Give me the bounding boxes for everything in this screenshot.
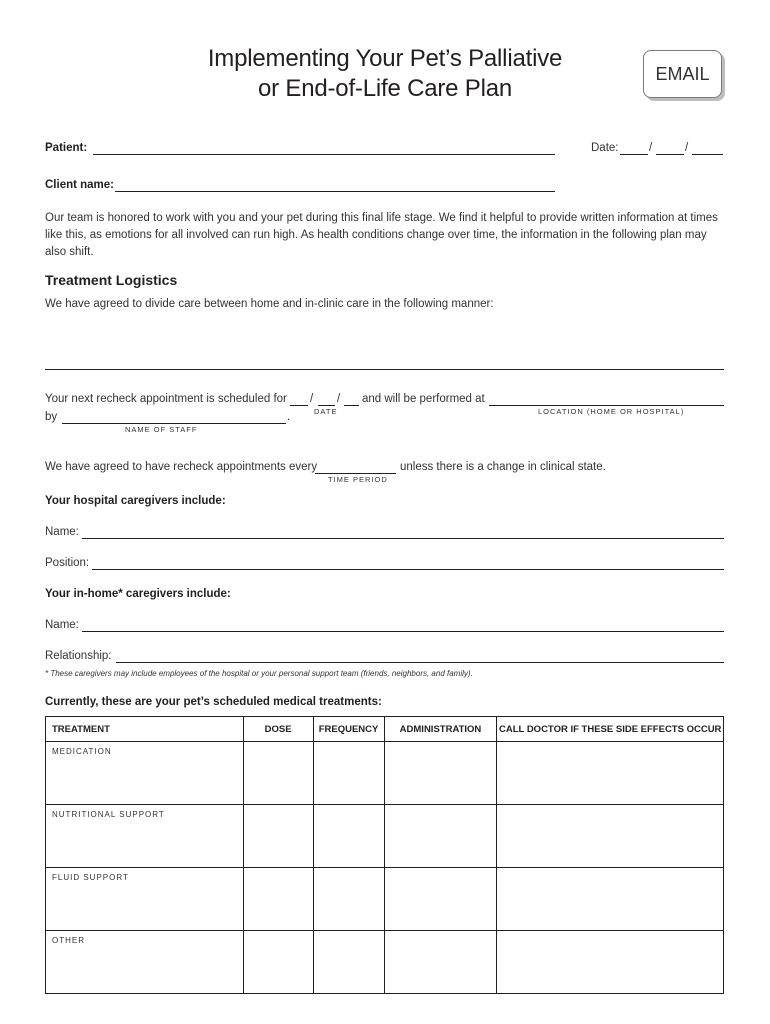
date-month-field[interactable] [620,154,648,155]
date-separator: / [337,393,341,405]
dose-cell[interactable] [243,742,313,805]
hospital-name-label: Name: [45,526,79,538]
side-effects-cell[interactable] [497,742,724,805]
administration-cell[interactable] [384,742,497,805]
period-mark: . [287,411,291,423]
hospital-name-field[interactable] [82,538,724,539]
column-header-administration: ADMINISTRATION [384,717,497,742]
intro-paragraph: Our team is honored to work with you and your pet during this final life stage. We find it helpful to provide written information at times like this, as emotions for all involved can run high. As health conditions change over time, the information in the following plan may also shift. [45,212,718,258]
relationship-field[interactable] [116,662,724,663]
recheck-year-field[interactable] [344,405,359,406]
date-label: Date: [591,142,619,154]
client-name-field[interactable] [115,191,555,192]
administration-cell[interactable] [384,805,497,868]
staff-name-field[interactable] [62,423,286,424]
hospital-caregivers-heading: Your hospital caregivers include: [45,495,226,507]
page-title [150,44,620,104]
column-header-treatment: TREATMENT [46,717,244,742]
time-period-field[interactable] [315,473,396,474]
treatments-table [45,716,724,994]
recheck-day-field[interactable] [318,405,335,406]
inhome-name-label: Name: [45,619,79,631]
caregivers-footnote: * These caregivers may include employees of the hospital or your personal support team (friends, neighbors, and family). [45,669,473,678]
date-separator: / [310,393,314,405]
date-separator: / [685,142,689,154]
title-line-2: or End-of-Life Care Plan [258,75,512,102]
hospital-position-label: Position: [45,557,90,569]
treatment-logistics-heading: Treatment Logistics [45,272,178,288]
column-header-frequency: FREQUENCY [313,717,384,742]
administration-cell[interactable] [384,868,497,931]
frequency-cell[interactable] [313,931,384,994]
table-header-row [46,717,724,742]
table-row [46,805,724,868]
dose-cell[interactable] [243,931,313,994]
column-header-side-effects: CALL DOCTOR IF THESE SIDE EFFECTS OCCUR [497,717,724,742]
location-caption: LOCATION (HOME OR HOSPITAL) [538,407,685,416]
table-row [46,931,724,994]
staff-caption: NAME OF STAFF [125,425,198,434]
email-button[interactable]: EMAIL [643,50,722,98]
location-field[interactable] [489,405,724,406]
performed-at-text: and will be performed at [362,393,485,405]
date-caption: DATE [314,407,338,416]
patient-label: Patient: [45,142,88,154]
table-row [46,742,724,805]
side-effects-cell[interactable] [497,931,724,994]
clinical-state-text: unless there is a change in clinical state. [400,461,606,473]
date-year-field[interactable] [692,154,723,155]
inhome-caregivers-heading: Your in-home* caregivers include: [45,588,231,600]
side-effects-cell[interactable] [497,805,724,868]
client-name-label: Client name: [45,179,115,191]
row-label-nutritional-support: NUTRITIONAL SUPPORT [46,805,244,868]
side-effects-cell[interactable] [497,868,724,931]
row-label-fluid-support: FLUID SUPPORT [46,868,244,931]
recheck-period-text: We have agreed to have recheck appointments every [45,461,318,473]
by-label: by [45,411,58,423]
recheck-month-field[interactable] [290,405,308,406]
frequency-cell[interactable] [313,805,384,868]
title-line-1: Implementing Your Pet’s Palliative [207,45,563,72]
frequency-cell[interactable] [313,868,384,931]
inhome-name-field[interactable] [82,631,724,632]
row-label-other: OTHER [46,931,244,994]
administration-cell[interactable] [384,931,497,994]
treatments-heading: Currently, these are your pet’s scheduled medical treatments: [45,696,382,708]
time-period-caption: TIME PERIOD [328,475,388,484]
relationship-label: Relationship: [45,650,112,662]
date-day-field[interactable] [656,154,684,155]
dose-cell[interactable] [243,868,313,931]
dose-cell[interactable] [243,805,313,868]
date-separator: / [649,142,653,154]
row-label-medication: MEDICATION [46,742,244,805]
column-header-dose: DOSE [243,717,313,742]
care-division-field[interactable] [45,369,724,370]
hospital-position-field[interactable] [92,569,724,570]
table-row [46,868,724,931]
patient-field[interactable] [93,154,555,155]
recheck-text: Your next recheck appointment is scheduled for [45,393,287,405]
frequency-cell[interactable] [313,742,384,805]
care-division-text: We have agreed to divide care between home and in-clinic care in the following manner: [45,298,494,310]
